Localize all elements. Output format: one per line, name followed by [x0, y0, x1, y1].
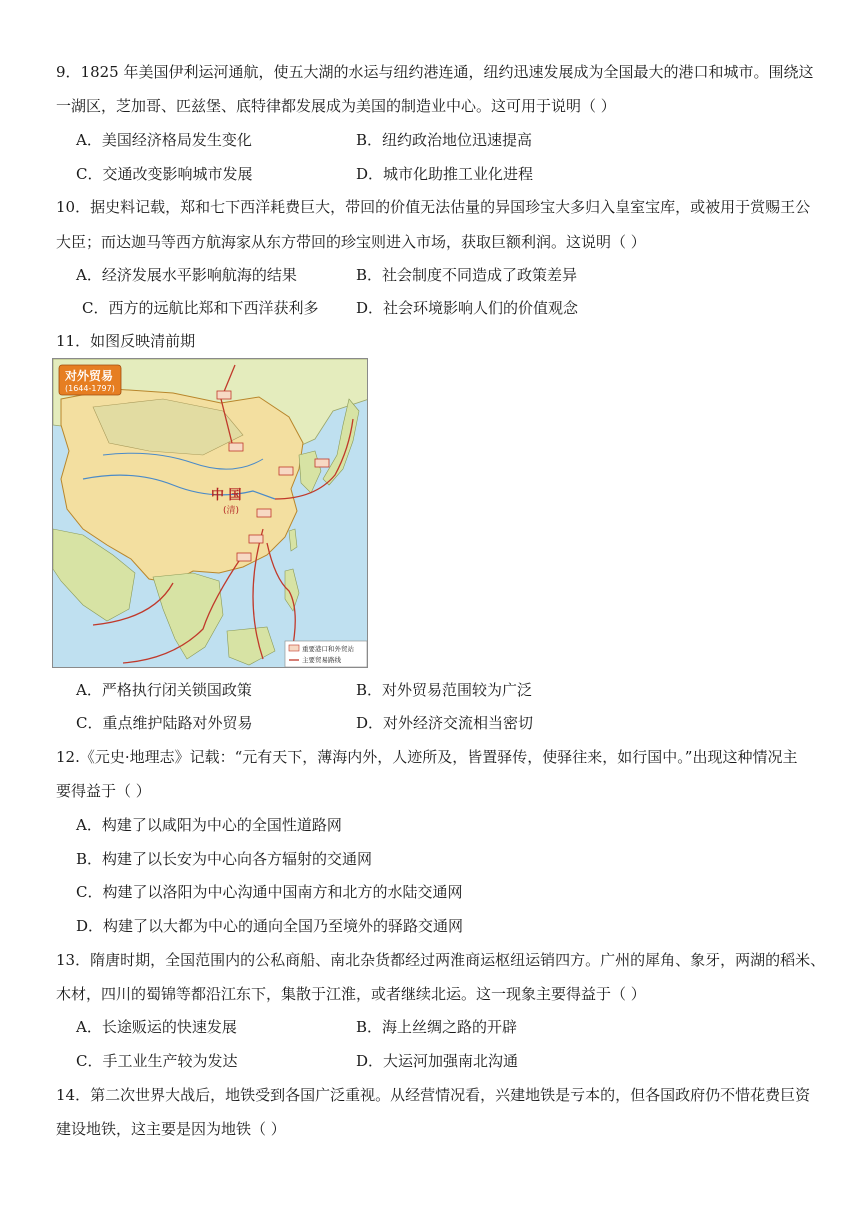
map-legend-route-label: 主要贸易路线 [302, 656, 341, 664]
q10-stem-line1: 10．据史料记载，郑和七下西洋耗费巨大，带回的价值无法估量的异国珍宝大多归入皇室宝库，或被用于赏赐王公 [56, 198, 811, 216]
q13-option-d[interactable]: D．大运河加强南北沟通 [356, 1052, 519, 1070]
q13-option-a[interactable]: A．长途贩运的快速发展 [76, 1018, 237, 1036]
q11-option-b[interactable]: B．对外贸易范围较为广泛 [356, 681, 533, 699]
q9-option-b[interactable]: B．纽约政治地位迅速提高 [356, 131, 533, 149]
q11-option-c[interactable]: C．重点维护陆路对外贸易 [76, 714, 253, 732]
map-port-marker [229, 443, 243, 451]
q10-option-a[interactable]: A．经济发展水平影响航海的结果 [76, 266, 297, 284]
q12-option-c[interactable]: C．构建了以洛阳为中心沟通中国南方和北方的水陆交通网 [76, 883, 463, 901]
q10-option-c[interactable]: C．西方的远航比郑和下西洋获利多 [82, 299, 319, 317]
q14-stem-line2: 建设地铁，这主要是因为地铁（ ） [56, 1120, 286, 1138]
q12-option-b[interactable]: B．构建了以长安为中心向各方辐射的交通网 [76, 850, 373, 868]
q13-option-b[interactable]: B．海上丝绸之路的开辟 [356, 1018, 518, 1036]
q12-stem-line1: 12.《元史·地理志》记载：“元有天下，薄海内外，人迹所及，皆置驿传，使驿往来，如行国中。”出现这种情况主 [56, 748, 798, 766]
map-port-marker [217, 391, 231, 399]
q12-stem-line2: 要得益于（ ） [56, 782, 151, 800]
q12-option-d[interactable]: D．构建了以大都为中心的通向全国乃至境外的驿路交通网 [76, 917, 464, 935]
qing-trade-map [52, 358, 368, 668]
map-port-marker [315, 459, 329, 467]
map-port-marker [257, 509, 271, 517]
map-china-label: 中 国 [211, 488, 242, 503]
q13-stem-line1: 13．隋唐时期，全国范围内的公私商船、南北杂货都经过两淮商运枢纽运销四方。广州的犀角、象牙，两湖的稻米、 [56, 951, 826, 969]
q13-option-c[interactable]: C．手工业生产较为发达 [76, 1052, 238, 1070]
q11-option-d[interactable]: D．对外经济交流相当密切 [356, 714, 534, 732]
q10-option-d[interactable]: D．社会环境影响人们的价值观念 [356, 299, 579, 317]
map-legend-port-label: 重要港口和外贸站 [302, 645, 354, 653]
q11-stem-line1: 11．如图反映清前期 [56, 332, 196, 350]
q14-stem-line1: 14．第二次世界大战后，地铁受到各国广泛重视。从经营情况看，兴建地铁是亏本的，但各国政府仍不惜花费巨资 [56, 1086, 811, 1104]
q9-option-d[interactable]: D．城市化助推工业化进程 [356, 165, 534, 183]
map-title: 对外贸易 [65, 369, 114, 383]
map-subtitle: (1644-1797) [65, 384, 115, 393]
q9-stem-line2: 一湖区，芝加哥、匹兹堡、底特律都发展成为美国的制造业中心。这可用于说明（ ） [56, 97, 616, 115]
map-svg [53, 359, 368, 668]
map-port-marker [249, 535, 263, 543]
q10-stem-line2: 大臣；而达迦马等西方航海家从东方带回的珍宝则进入市场，获取巨额利润。这说明（ ） [56, 233, 646, 251]
q9-stem-line1: 9．1825 年美国伊利运河通航，使五大湖的水运与纽约港连通，纽约迅速发展成为全国最大的港口和城市。围绕这 [56, 63, 814, 81]
q13-stem-line2: 木材，四川的蜀锦等都沿江东下，集散于江淮，或者继续北运。这一现象主要得益于（ ） [56, 985, 646, 1003]
q11-option-a[interactable]: A．严格执行闭关锁国政策 [76, 681, 252, 699]
map-legend-port-swatch [289, 645, 299, 651]
q9-option-c[interactable]: C．交通改变影响城市发展 [76, 165, 253, 183]
map-port-marker [237, 553, 251, 561]
q12-option-a[interactable]: A．构建了以咸阳为中心的全国性道路网 [76, 816, 342, 834]
q10-option-b[interactable]: B．社会制度不同造成了政策差异 [356, 266, 578, 284]
map-china-sublabel: (清) [223, 506, 240, 516]
q9-option-a[interactable]: A．美国经济格局发生变化 [76, 131, 252, 149]
map-port-marker [279, 467, 293, 475]
